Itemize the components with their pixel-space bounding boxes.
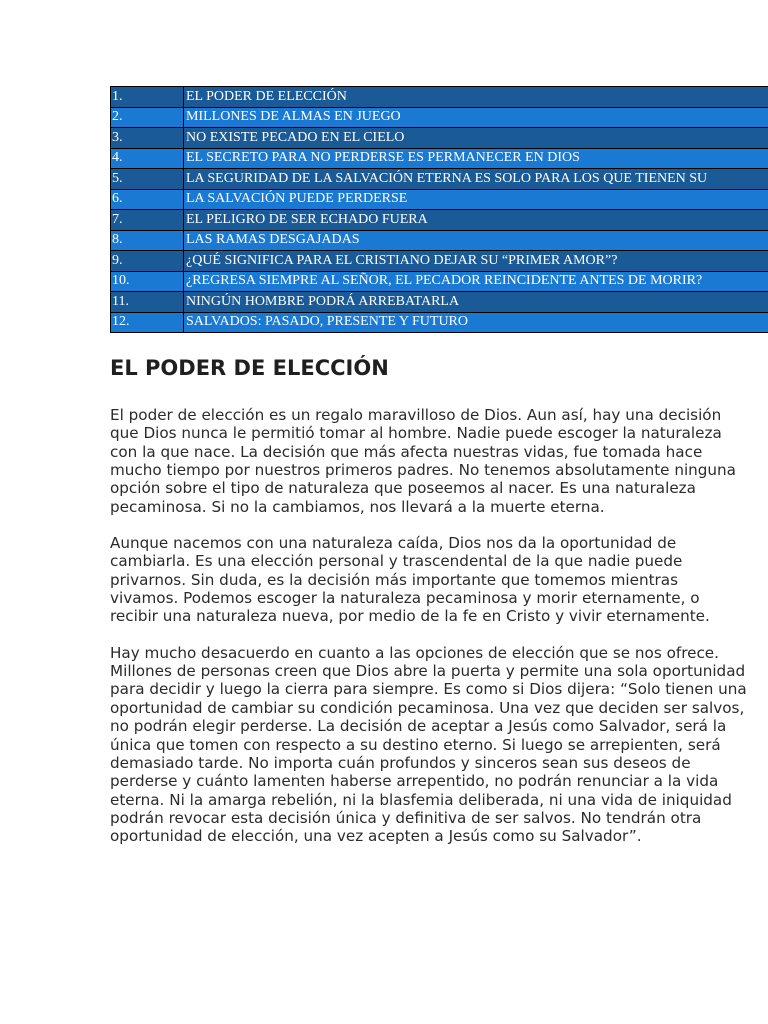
toc-row: [111, 230, 768, 251]
paragraph: El poder de elección es un regalo maravilloso de Dios. Aun así, hay una decisión que Dios nunca le permitió tomar al hombre. Nadie puede escoger la naturaleza con la que nace. La decisión que más afecta nuestras vidas, fue tomada hace mucho tiempo por nuestros primeros padres. No tenemos absolutamente ninguna opción sobre el tipo de naturaleza que poseemos al nacer. Es una naturaleza pecaminosa. Si no la cambiamos, nos llevará a la muerte eterna.: [110, 406, 736, 516]
toc-title: LA SEGURIDAD DE LA SALVACIÓN ETERNA ES SOLO PARA LOS QUE TIENEN SU: [184, 169, 768, 190]
toc-number: 6.: [111, 189, 184, 210]
toc-number: 4.: [111, 148, 184, 169]
toc-number: 5.: [111, 169, 184, 190]
toc-number: 3.: [111, 128, 184, 149]
toc-title: SALVADOS: PASADO, PRESENTE Y FUTURO: [184, 312, 768, 333]
toc-row: [111, 251, 768, 272]
article-body: [110, 350, 750, 864]
toc-number: 11.: [111, 292, 184, 313]
toc-title: MILLONES DE ALMAS EN JUEGO: [184, 107, 768, 128]
toc-row: [111, 210, 768, 231]
paragraph: Hay mucho desacuerdo en cuanto a las opciones de elección que se nos ofrece. Millones de personas creen que Dios abre la puerta y permite una sola oportunidad para decidir y luego la cierra para siempre. Es como si Dios dijera: “Solo tienen una oportunidad de cambiar su condición pecaminosa. Una vez que deciden ser salvos, no podrán elegir perderse. La decisión de aceptar a Jesús como Salvador, será la única que tomen con respecto a su destino eterno. Si luego se arrepienten, será demasiado tarde. No importa cuán profundos y sinceros sean sus deseos de perderse y cuánto lamenten haberse arrepentido, no podrán renunciar a la vida eterna. Ni la amarga rebelión, ni la blasfemia deliberada, ni una vida de iniquidad podrán revocar esta decisión única y definitiva de ser salvos. No tendrán otra oportunidad de elección, una vez acepten a Jesús como su Salvador”.: [110, 643, 747, 846]
toc-row: [111, 148, 768, 169]
toc-number: 12.: [111, 312, 184, 333]
toc-title: ¿QUÉ SIGNIFICA PARA EL CRISTIANO DEJAR SU “PRIMER AMOR”?: [184, 251, 768, 272]
paragraph: Aunque nacemos con una naturaleza caída, Dios nos da la oportunidad de cambiarla. Es una elección personal y trascendental de la que nadie puede privarnos. Sin duda, es la decisión más importante que tomemos mientras vivamos. Podemos escoger la naturaleza pecaminosa y morir eternamente, o recibir una naturaleza nueva, por medio de la fe en Cristo y vivir eternamente.: [110, 534, 710, 626]
toc-number: 1.: [111, 87, 184, 108]
toc-row: [111, 189, 768, 210]
toc-row: [111, 87, 768, 108]
toc-title: ¿REGRESA SIEMPRE AL SEÑOR, EL PECADOR REINCIDENTE ANTES DE MORIR?: [184, 271, 768, 292]
toc-row: [111, 169, 768, 190]
toc-row: [111, 312, 768, 333]
section-heading: EL PODER DE ELECCIÓN: [110, 356, 389, 380]
toc-title: NO EXISTE PECADO EN EL CIELO: [184, 128, 768, 149]
toc-number: 8.: [111, 230, 184, 251]
toc-title: EL SECRETO PARA NO PERDERSE ES PERMANECER EN DIOS: [184, 148, 768, 169]
toc-number: 10.: [111, 271, 184, 292]
toc-title: EL PODER DE ELECCIÓN: [184, 87, 768, 108]
toc-title: EL PELIGRO DE SER ECHADO FUERA: [184, 210, 768, 231]
toc-title: NINGÚN HOMBRE PODRÁ ARREBATARLA: [184, 292, 768, 313]
toc-title: LAS RAMAS DESGAJADAS: [184, 230, 768, 251]
toc-row: [111, 128, 768, 149]
toc-number: 7.: [111, 210, 184, 231]
toc-row: [111, 292, 768, 313]
toc-row: [111, 107, 768, 128]
toc-row: [111, 271, 768, 292]
toc-number: 9.: [111, 251, 184, 272]
toc-rows: [111, 87, 768, 333]
toc-number: 2.: [111, 107, 184, 128]
table-of-contents: [110, 86, 768, 333]
toc-title: LA SALVACIÓN PUEDE PERDERSE: [184, 189, 768, 210]
